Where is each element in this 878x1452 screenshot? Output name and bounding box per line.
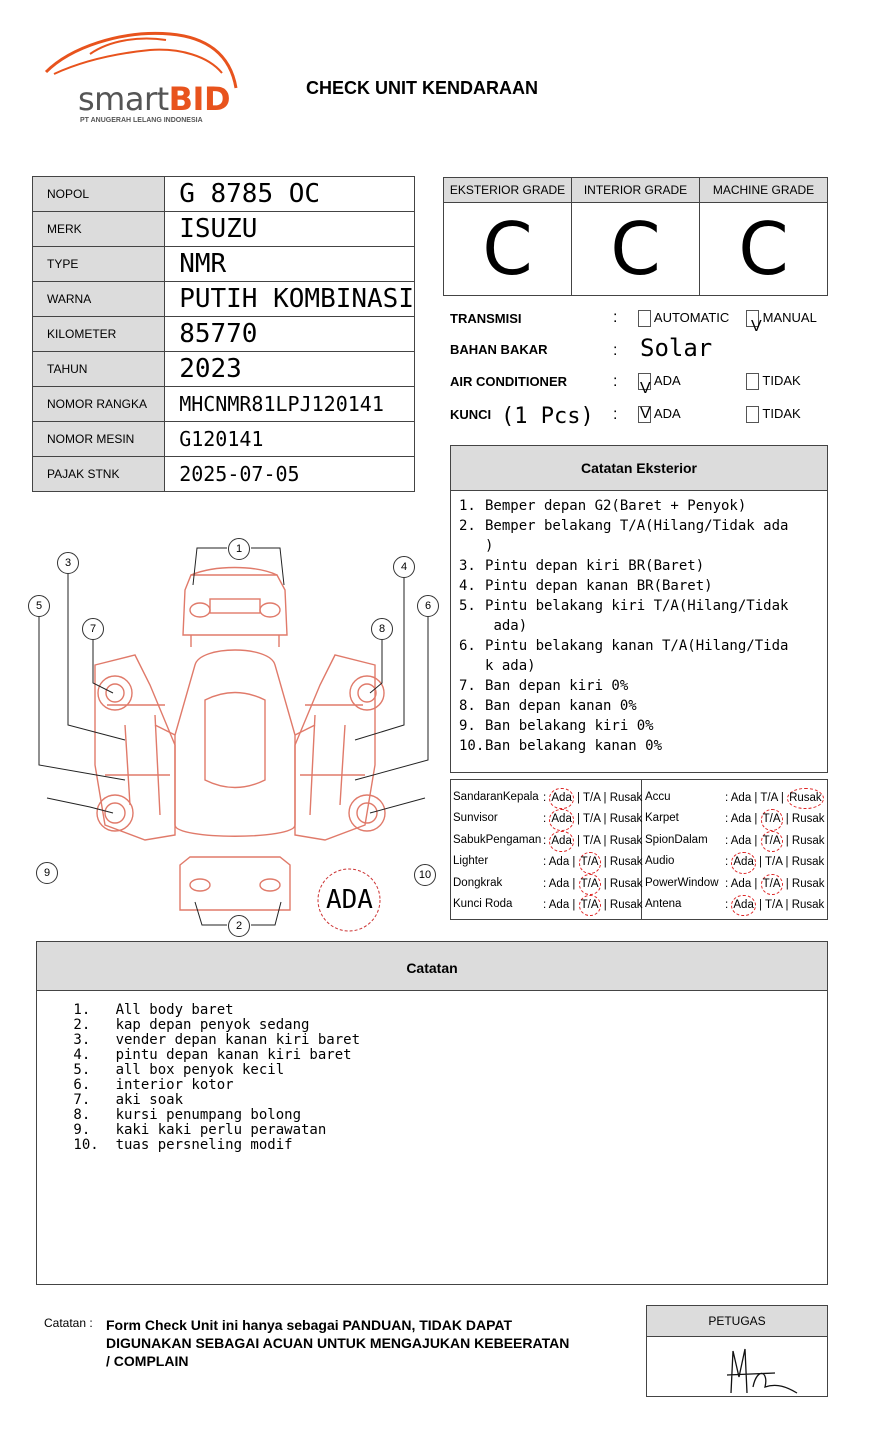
accessory-option-selected[interactable]: Ada xyxy=(731,895,755,916)
note-text: Ban depan kiri 0% xyxy=(485,678,629,694)
accessory-option[interactable]: Ada xyxy=(548,877,570,890)
option-label: ADA xyxy=(653,406,681,421)
option-label: MANUAL xyxy=(762,310,817,325)
check-mark: V xyxy=(751,318,762,335)
accessory-option[interactable]: T/A xyxy=(765,856,783,869)
logo-subtitle: PT ANUGERAH LELANG INDONESIA xyxy=(80,117,203,124)
accessory-name: Lighter xyxy=(453,855,489,868)
exterior-notes-title: Catatan Eksterior xyxy=(451,446,827,491)
note-text: Ban belakang kanan 0% xyxy=(485,738,663,754)
option-label: ADA xyxy=(653,373,681,388)
exterior-note-item xyxy=(459,676,827,696)
diagram-stamp: ADA xyxy=(326,885,373,915)
note-number: 1. xyxy=(459,498,476,514)
accessory-option[interactable]: Rusak xyxy=(609,877,643,890)
car-damage-diagram xyxy=(25,535,445,937)
checkbox[interactable] xyxy=(746,406,759,423)
accessory-name: SabukPengaman xyxy=(453,833,542,846)
marker-8: 8 xyxy=(371,618,393,640)
field-label: PAJAK STNK xyxy=(33,457,165,492)
vehicle-info-table xyxy=(32,176,415,492)
field-label: NOMOR MESIN xyxy=(33,422,165,457)
catatan-title: Catatan xyxy=(37,942,827,991)
accessory-option[interactable]: Rusak xyxy=(791,877,825,890)
accessories-left-list xyxy=(453,788,641,916)
accessory-option[interactable]: Rusak xyxy=(791,834,825,847)
transmisi-automatic-option[interactable] xyxy=(638,310,729,327)
accessories-right-list xyxy=(645,788,825,916)
accessory-option[interactable]: T/A xyxy=(583,834,601,847)
field-label: TAHUN xyxy=(33,352,165,387)
note-number: 2. xyxy=(459,518,476,534)
accessory-option[interactable]: Rusak xyxy=(791,899,825,912)
marker-5: 5 xyxy=(28,595,50,617)
accessory-option[interactable]: Rusak xyxy=(609,813,643,826)
accessory-row: SabukPengaman : Ada | T/A | Rusak xyxy=(453,831,641,852)
colon: : xyxy=(613,309,618,326)
accessory-option[interactable]: Rusak xyxy=(791,856,825,869)
accessory-row: Karpet : Ada | T/A | Rusak xyxy=(645,809,825,830)
colon: : xyxy=(613,406,618,423)
grade-value: C xyxy=(610,207,661,291)
accessory-option[interactable]: Rusak xyxy=(609,792,643,804)
note-number: 8. xyxy=(459,698,476,714)
exterior-note-item xyxy=(459,736,827,756)
accessory-option[interactable]: Ada xyxy=(548,899,570,912)
accessory-row: Audio : Ada | T/A | Rusak xyxy=(645,852,825,873)
petugas-label: PETUGAS xyxy=(647,1306,827,1337)
marker-6: 6 xyxy=(417,595,439,617)
accessory-option[interactable]: Ada xyxy=(730,834,752,847)
marker-9: 9 xyxy=(36,862,58,884)
accessory-option-selected[interactable]: Ada xyxy=(549,831,573,852)
marker-7: 7 xyxy=(82,618,104,640)
vehicle-info-row xyxy=(33,422,415,457)
catatan-item: 1. All body baret xyxy=(65,1002,234,1018)
catatan-item: 9. kaki kaki perlu perawatan xyxy=(65,1122,327,1138)
car-outline-icon xyxy=(95,568,385,911)
field-value: G120141 xyxy=(165,422,415,457)
note-number: 10. xyxy=(459,738,485,754)
marker-2: 2 xyxy=(228,915,250,937)
accessory-option[interactable]: T/A xyxy=(583,813,601,826)
note-number: 7. xyxy=(459,678,476,694)
marker-10: 10 xyxy=(414,864,436,886)
accessory-option-selected[interactable]: T/A xyxy=(579,874,601,895)
option-label: TIDAK xyxy=(762,373,801,388)
exterior-note-item xyxy=(459,576,827,596)
exterior-note-item xyxy=(459,516,827,556)
exterior-note-item xyxy=(459,596,827,636)
accessory-row: Kunci Roda : Ada | T/A | Rusak xyxy=(453,895,641,916)
accessory-row: SandaranKepala : Ada | T/A | Rusak xyxy=(453,788,641,809)
field-label: KILOMETER xyxy=(33,317,165,352)
page-title: CHECK UNIT KENDARAAN xyxy=(306,78,538,98)
vehicle-info-row xyxy=(33,387,415,422)
grade-exterior xyxy=(443,177,572,296)
vehicle-info-row xyxy=(33,352,415,387)
accessory-name: Accu xyxy=(645,791,671,803)
catatan-item: 10. tuas persneling modif xyxy=(65,1137,293,1153)
accessory-name: SpionDalam xyxy=(645,833,708,846)
ac-tidak-option[interactable] xyxy=(746,373,801,390)
exterior-note-item xyxy=(459,716,827,736)
vehicle-info-row xyxy=(33,282,415,317)
field-label: NOMOR RANGKA xyxy=(33,387,165,422)
note-text: Pintu depan kanan BR(Baret) xyxy=(485,578,713,594)
accessory-option-selected[interactable]: T/A xyxy=(761,874,783,895)
note-text: Pintu belakang kanan T/A(Hilang/Tida k ada) xyxy=(485,638,789,674)
accessory-option[interactable]: Ada xyxy=(730,792,752,804)
kunci-count: (1 Pcs) xyxy=(501,404,594,429)
accessory-option-selected[interactable]: Rusak xyxy=(787,788,824,809)
accessory-name: PowerWindow xyxy=(645,876,719,889)
accessory-option[interactable]: T/A xyxy=(760,792,778,804)
footer-label: Catatan : xyxy=(44,1316,93,1330)
bahan-bakar-value: Solar xyxy=(640,334,713,362)
vehicle-info-row xyxy=(33,317,415,352)
ac-label: AIR CONDITIONER xyxy=(450,374,567,389)
accessory-option[interactable]: Rusak xyxy=(609,899,643,912)
accessory-option-selected[interactable]: Ada xyxy=(549,809,573,830)
accessory-name: Dongkrak xyxy=(453,876,503,889)
accessory-option-selected[interactable]: Ada xyxy=(731,852,755,873)
colon: : xyxy=(613,342,618,359)
logo-wordmark: smartBID xyxy=(78,80,231,118)
field-value: 2023 xyxy=(165,352,415,387)
accessory-option[interactable]: T/A xyxy=(765,899,783,912)
accessory-row: Antena : Ada | T/A | Rusak xyxy=(645,895,825,916)
field-label: TYPE xyxy=(33,247,165,282)
accessory-option[interactable]: Ada xyxy=(730,813,752,826)
note-number: 3. xyxy=(459,558,476,574)
accessory-option[interactable]: T/A xyxy=(583,792,601,804)
grade-interior xyxy=(571,177,700,296)
accessories-panel xyxy=(450,779,828,920)
note-text: Ban depan kanan 0% xyxy=(485,698,637,714)
accessory-option[interactable]: Rusak xyxy=(791,813,825,826)
accessory-name: Audio xyxy=(645,855,675,868)
grade-value: C xyxy=(738,207,789,291)
catatan-list xyxy=(37,991,827,1153)
accessory-option-selected[interactable]: T/A xyxy=(579,895,601,916)
accessory-row: PowerWindow : Ada | T/A | Rusak xyxy=(645,874,825,895)
transmisi-label: TRANSMISI xyxy=(450,311,522,326)
note-text: Bemper depan G2(Baret + Penyok) xyxy=(485,498,747,514)
check-mark: V xyxy=(640,405,651,422)
exterior-notes-list xyxy=(451,491,827,756)
catatan-item: 4. pintu depan kanan kiri baret xyxy=(65,1047,352,1063)
vehicle-info-row xyxy=(33,247,415,282)
note-number: 5. xyxy=(459,598,476,614)
accessory-option-selected[interactable]: T/A xyxy=(761,831,783,852)
field-label: MERK xyxy=(33,212,165,247)
field-value: 85770 xyxy=(165,317,415,352)
field-label: NOPOL xyxy=(33,177,165,212)
accessory-name: SandaranKepala xyxy=(453,791,539,803)
catatan-item: 8. kursi penumpang bolong xyxy=(65,1107,302,1123)
vehicle-info-row xyxy=(33,177,415,212)
field-value: G 8785 OC xyxy=(165,177,415,212)
exterior-note-item xyxy=(459,556,827,576)
note-text: Pintu belakang kiri T/A(Hilang/Tidak ada) xyxy=(485,598,789,634)
field-value: MHCNMR81LPJ120141 xyxy=(165,387,415,422)
checkbox[interactable] xyxy=(746,373,759,390)
petugas-box xyxy=(646,1305,828,1397)
field-value: PUTIH KOMBINASI xyxy=(165,282,415,317)
catatan-item: 2. kap depan penyok sedang xyxy=(65,1017,310,1033)
note-number: 4. xyxy=(459,578,476,594)
footer-disclaimer: Form Check Unit ini hanya sebagai PANDUAN, TIDAK DAPAT DIGUNAKAN SEBAGAI ACUAN UNTUK MENGAJUKAN KEBEERATAN / COMPLAIN xyxy=(106,1317,570,1369)
note-number: 6. xyxy=(459,638,476,654)
vehicle-info-row xyxy=(33,457,415,492)
grade-value: C xyxy=(482,207,533,291)
field-value: NMR xyxy=(165,247,415,282)
catatan-item: 7. aki soak xyxy=(65,1092,184,1108)
accessory-option[interactable]: Rusak xyxy=(609,834,643,847)
accessory-option-selected[interactable]: T/A xyxy=(579,852,601,873)
accessory-name: Antena xyxy=(645,898,682,911)
accessory-name: Sunvisor xyxy=(453,812,498,825)
signature-icon xyxy=(647,1337,827,1395)
field-value: ISUZU xyxy=(165,212,415,247)
catatan-item: 5. all box penyok kecil xyxy=(65,1062,285,1078)
accessory-option[interactable]: Ada xyxy=(730,877,752,890)
accessory-name: Kunci Roda xyxy=(453,898,513,911)
field-value: 2025-07-05 xyxy=(165,457,415,492)
exterior-note-item xyxy=(459,696,827,716)
exterior-notes-panel xyxy=(450,445,828,773)
catatan-item: 3. vender depan kanan kiri baret xyxy=(65,1032,361,1048)
note-number: 9. xyxy=(459,718,476,734)
accessory-option[interactable]: Ada xyxy=(548,856,570,869)
check-mark: V xyxy=(640,380,651,397)
accessory-option-selected[interactable]: Ada xyxy=(549,788,573,809)
note-text: Pintu depan kiri BR(Baret) xyxy=(485,558,705,574)
field-label: WARNA xyxy=(33,282,165,317)
accessory-row: Sunvisor : Ada | T/A | Rusak xyxy=(453,809,641,830)
accessory-option[interactable]: Rusak xyxy=(609,856,643,869)
accessory-option-selected[interactable]: T/A xyxy=(761,809,783,830)
note-text: Bemper belakang T/A(Hilang/Tidak ada ) xyxy=(485,518,789,554)
accessory-row: SpionDalam : Ada | T/A | Rusak xyxy=(645,831,825,852)
grade-label: INTERIOR GRADE xyxy=(572,178,699,203)
option-label: TIDAK xyxy=(762,406,801,421)
bahan-bakar-label: BAHAN BAKAR xyxy=(450,342,548,357)
accessory-name: Karpet xyxy=(645,812,679,825)
grade-label: EKSTERIOR GRADE xyxy=(444,178,571,203)
accessory-row: Accu : Ada | T/A | Rusak xyxy=(645,788,825,809)
exterior-note-item xyxy=(459,496,827,516)
company-logo xyxy=(40,28,250,128)
note-text: Ban belakang kiri 0% xyxy=(485,718,654,734)
option-label: AUTOMATIC xyxy=(653,310,730,325)
kunci-label: KUNCI xyxy=(450,407,492,422)
marker-4: 4 xyxy=(393,556,415,578)
exterior-note-item xyxy=(459,636,827,676)
vehicle-info-row xyxy=(33,212,415,247)
catatan-panel xyxy=(36,941,828,1285)
accessory-row: Lighter : Ada | T/A | Rusak xyxy=(453,852,641,873)
kunci-tidak-option[interactable] xyxy=(746,406,801,423)
grade-machine xyxy=(699,177,828,296)
checkbox[interactable] xyxy=(638,310,651,327)
grade-label: MACHINE GRADE xyxy=(700,178,827,203)
accessory-row: Dongkrak : Ada | T/A | Rusak xyxy=(453,874,641,895)
catatan-item: 6. interior kotor xyxy=(65,1077,234,1093)
colon: : xyxy=(613,373,618,390)
marker-1: 1 xyxy=(228,538,250,560)
marker-3: 3 xyxy=(57,552,79,574)
